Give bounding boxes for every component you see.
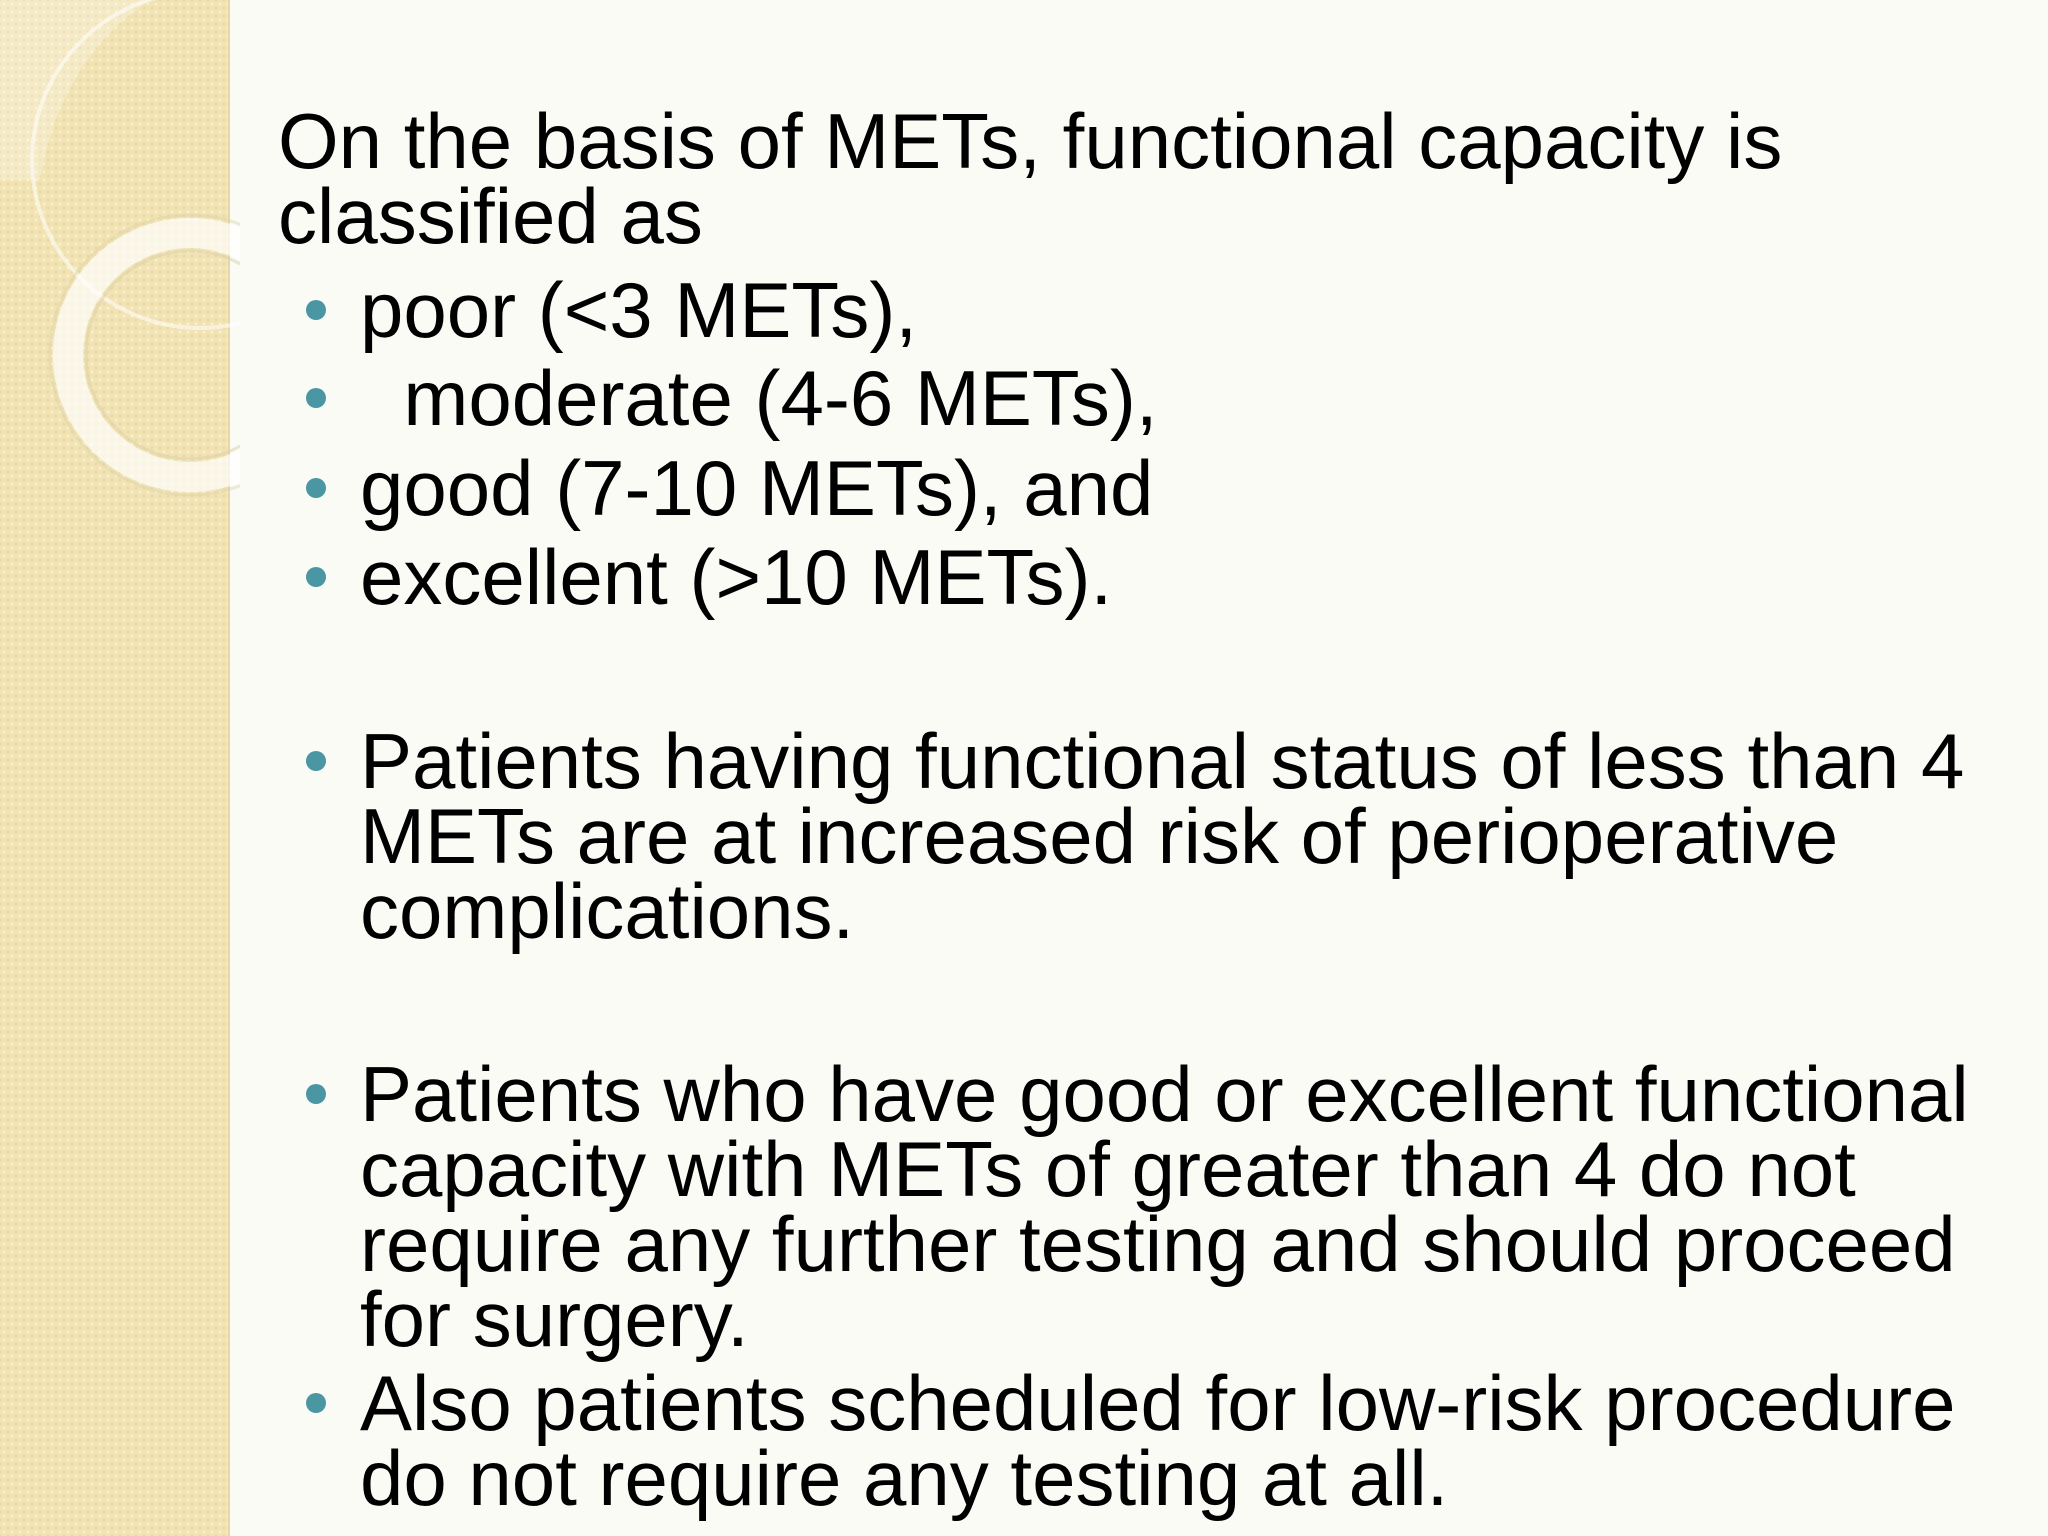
list-item [360,444,2000,532]
list-item-text: excellent (>10 METs). [360,533,1113,621]
list-item [360,354,2000,442]
list-item-text: moderate (4-6 METs), [360,354,1158,442]
bullet-dot-icon [306,751,326,771]
decorative-rings-icon [0,0,240,560]
intro-text: On the basis of METs, functional capacity is classified as [278,97,1783,260]
bullet-dot-icon [306,1084,326,1104]
list-item [360,533,2000,621]
list-item-text: Patients having functional status of less than 4 METs are at increased risk of perioperative complications. [360,717,1965,955]
bullet-dot-icon [306,478,326,498]
list-item-text: Patients who have good or excellent functional capacity with METs of greater than 4 do not require any further testing and should proceed for surgery. [360,1050,1969,1363]
list-item-text: good (7-10 METs), and [360,444,1154,532]
bullet-dot-icon [306,300,326,320]
list-item [360,717,2000,955]
list-item [360,266,2000,354]
list-item-text: poor (<3 METs), [360,266,918,354]
bullet-dot-icon [306,388,326,408]
list-item [360,1050,2000,1363]
list-item [360,1359,2000,1522]
bullet-dot-icon [306,1393,326,1413]
list-item-text: Also patients scheduled for low-risk procedure do not require any testing at all. [360,1359,1956,1522]
bullet-dot-icon [306,567,326,587]
